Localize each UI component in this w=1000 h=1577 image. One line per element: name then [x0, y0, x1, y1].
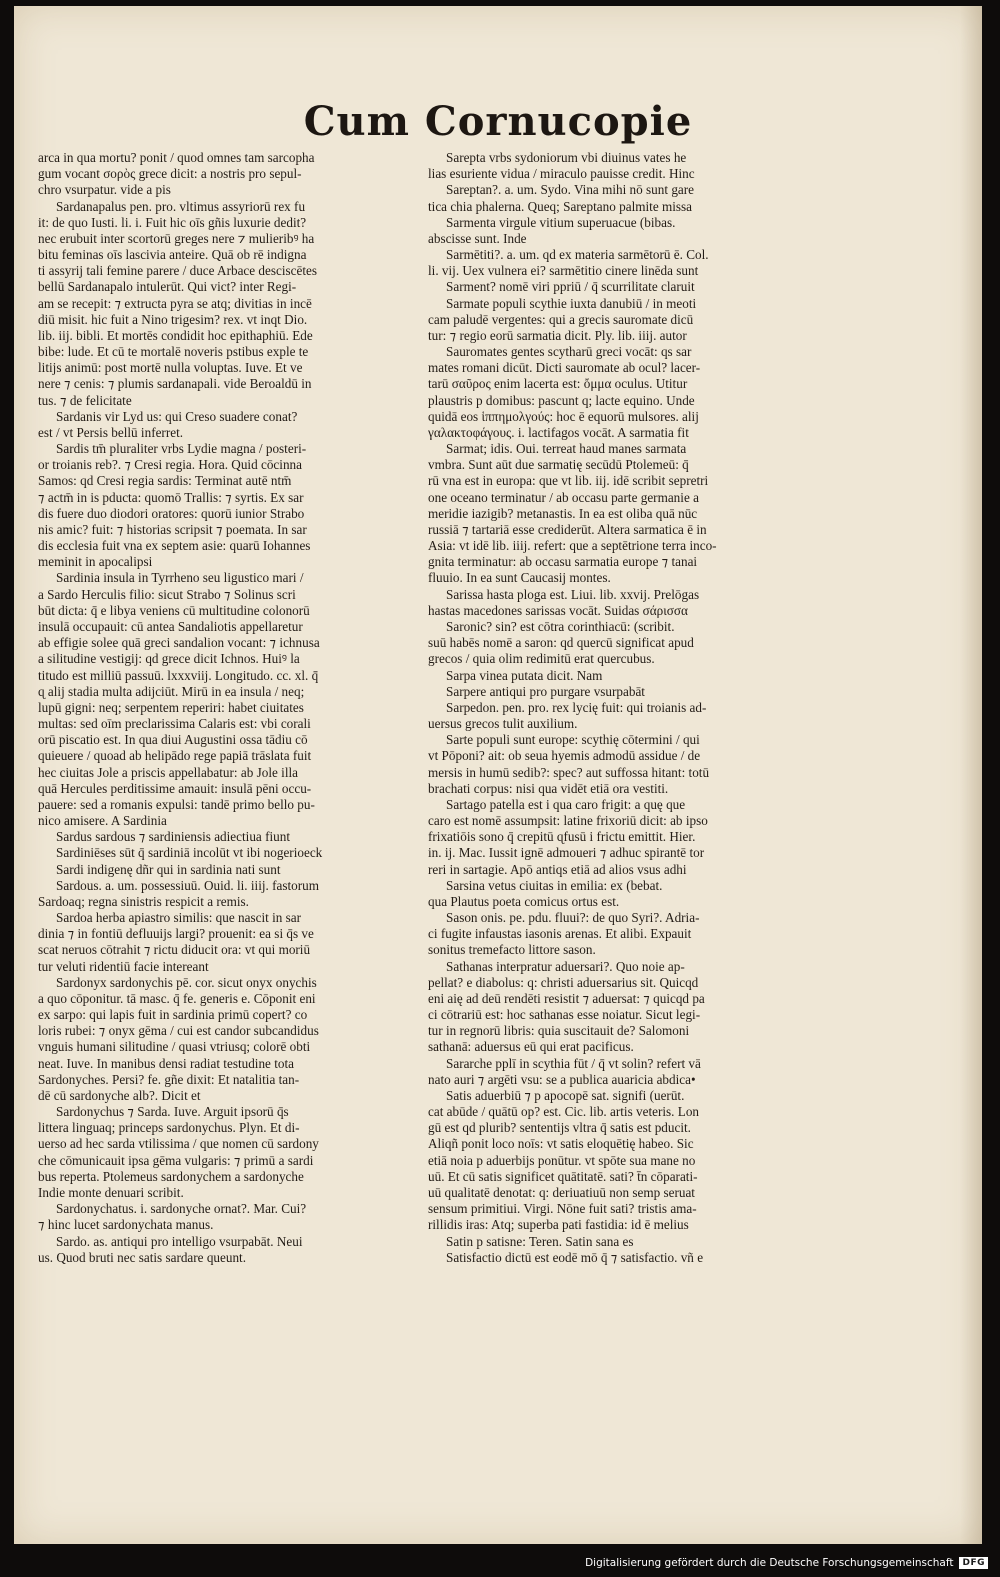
text-line: lupū gigni: neq; serpentem reperiri: habet ciuitates	[38, 699, 304, 715]
text-line: ab effigie solee quā greci sandalion vocant: ⁊ ichnusa	[38, 635, 320, 651]
text-line: vt Pōponi? ait: ob seua hyemis admodū assidue / de	[428, 748, 701, 764]
text-line: pauere: sed a romanis expulsi: tandē primo bello pu-	[38, 796, 315, 812]
text-line: ci cōtrariū est: hoc sathanas esse noiatur. Sicut legi-	[428, 1007, 701, 1023]
text-line: lias esuriente vidua / miraculo pauisse credit. Hinc	[428, 166, 695, 182]
text-line: quieuere / quoad ab helipādo rege papiā trāslata fuit	[38, 748, 312, 764]
text-line: insulā occupauit: cū antea Sandaliotis appellaretur	[38, 618, 303, 634]
text-line: tur veluti ridentiū facie intereant	[38, 958, 209, 974]
text-line: ⁊ actm̄ in is pducta: quomō Trallis: ⁊ syrtis. Ex sar	[38, 489, 304, 505]
text-line: pellat? e diabolus: q: christi aduersarius sit. Quicqd	[428, 974, 699, 990]
text-line: tus. ⁊ de felicitate	[38, 392, 132, 408]
text-line: lib. iij. bibli. Et mortēs condidit hoc epithaphiū. Ede	[38, 327, 313, 343]
text-line: diū misit. hic fuit a Nino trigesim? rex. vt inqt Dio.	[38, 311, 308, 327]
text-line: Sarmat; idis. Oui. terreat haud manes sarmata	[446, 441, 687, 457]
text-line: Sardoa herba apiastro similis: que nascit in sar	[56, 910, 302, 926]
text-line: Sarmenta virgule vitium superuacue (bibas.	[446, 214, 676, 230]
text-line: tica chia phalerna. Queq; Sareptano palmite missa	[428, 198, 693, 214]
text-line: Sarmētiti?. a. um. qd ex materia sarmētorū ē. Col.	[446, 247, 709, 263]
text-line: Sarsina vetus ciuitas in emilia: ex (bebat.	[446, 877, 663, 893]
text-line: orū piscatio est. In qua diui Augustini ossa tādiu cō	[38, 732, 308, 748]
text-line: russiā ⁊ tartariā esse crediderūt. Altera sarmatica ē in	[428, 521, 707, 537]
text-line: che cōmunicauit ipsa gēma vulgaris: ⁊ primū a sardi	[38, 1152, 314, 1168]
text-line: nato auri ⁊ argēti vsu: se a publica auaricia abdica•	[428, 1071, 696, 1087]
text-line: Sardinia insula in Tyrrheno seu ligustico mari /	[56, 570, 304, 586]
text-line: nis amic? fuit: ⁊ historias scripsit ⁊ poemata. In sar	[38, 521, 307, 537]
right-text-column	[428, 150, 796, 1266]
text-line: gnita terminatur: ab occasu sarmatia europe ⁊ tanai	[428, 554, 698, 570]
text-line: Sarpa vinea putata dicit. Nam	[446, 667, 603, 683]
text-line: uū. Et cū satis significet quātitatē. sati? t̄n cōparati-	[428, 1168, 698, 1184]
text-line: neat. Iuve. In manibus densi radiat testudine tota	[38, 1055, 294, 1071]
text-line: Sardi indigenę dñr qui in sardinia nati sunt	[56, 861, 281, 877]
text-line: or troianis reb?. ⁊ Cresi regia. Hora. Quid cōcinna	[38, 457, 302, 473]
text-line: frixatiōis sono q̄ crepitū ɋfusū i frictu emittit. Hier.	[428, 829, 696, 845]
text-line: Satisfactio dictū est eodē mō q̄ ⁊ satisfactio. vñ e	[446, 1249, 704, 1265]
text-line: ci fugite infaustas iasonis arenas. Et alibi. Expauit	[428, 926, 692, 942]
text-line: Saronic? sin? est cōtra corinthiacū: (scribit.	[446, 618, 675, 634]
text-line: quidā eos ἱππημολγούς: hoc ē equorū mulsores. alij	[428, 408, 699, 424]
running-head: Cum Cornucopie	[303, 98, 693, 145]
left-text-column	[38, 150, 406, 1266]
text-line: plaustris p domibus: pascunt q; lacte equino. Unde	[428, 392, 695, 408]
text-line: meminit in apocalipsi	[38, 554, 153, 570]
text-line: Sarepta vrbs sydoniorum vbi diuinus vates he	[446, 150, 687, 165]
text-line: tur in regnorū libris: quia suscitauit de? Salomoni	[428, 1023, 690, 1039]
text-line: mersis in humū sedib?: spec? aut suffossa hitant: totū	[428, 764, 710, 780]
text-line: multas: sed oīm preclarissima Calaris est: vbi corali	[38, 716, 311, 732]
text-line: in. ij. Mac. Iussit ignē admoueri ⁊ adhuc spirantē tor	[428, 845, 705, 861]
text-line: Sarpere antiqui pro purgare vsurpabāt	[446, 683, 645, 699]
text-line: Sardo. as. antiqui pro intelligo vsurpabāt. Neui	[56, 1233, 303, 1249]
text-line: meridie iazigib? metanastis. In ea est oliba quā nūc	[428, 505, 698, 521]
text-line: tur: ⁊ regio eorū sarmatia dicit. Ply. lib. iiij. autor	[428, 327, 687, 343]
dfg-logo: DFG	[959, 1557, 988, 1569]
text-line: Sardiniēses sūt q̄ sardiniā incolūt vt ibi nogerioeck	[56, 845, 323, 861]
text-line: Satis aduerbiū ⁊ p apocopē sat. signifi (uerūt.	[446, 1087, 685, 1103]
text-line: vmbra. Sunt aūt due sarmatię secūdū Ptolemeū: q̄	[428, 457, 689, 473]
text-line: būt dicta: q̄ e libya veniens cū multitudine colonorū	[38, 602, 310, 618]
text-line: gum vocant σορὸς grece dicit: a nostris pro sepul-	[38, 166, 302, 182]
text-line: Sarpedon. pen. pro. rex lycię fuit: qui troianis ad-	[446, 699, 707, 715]
text-line: bellū Sardanapalo intulerūt. Qui vict? inter Regi-	[38, 279, 297, 295]
text-line: dē cū sardonyche alb?. Dicit et	[38, 1087, 201, 1103]
text-line: Sason onis. pe. pdu. fluui?: de quo Syri?. Adria-	[446, 910, 700, 926]
text-line: rū vna est in europa: que vt lib. iij. idē scribit sepretri	[428, 473, 709, 489]
text-line: abscisse sunt. Inde	[428, 230, 527, 246]
text-line: bus reperta. Ptolemeus sardonychem a sardonyche	[38, 1168, 304, 1184]
text-line: Sardonyx sardonychis pē. cor. sicut onyx onychis	[56, 974, 317, 990]
text-line: ⁊ hinc lucet sardonychata manus.	[38, 1217, 214, 1233]
text-line: Sardis tm̄ pluraliter vrbs Lydie magna / posteri-	[56, 441, 307, 457]
text-line: sensum primitiui. Virgi. Nōne fuit sati? tristis ama-	[428, 1201, 697, 1217]
text-line: quā Hercules perditissime amauit: insulā pēni occu-	[38, 780, 312, 796]
text-line: Sardus sardous ⁊ sardiniensis adiectiua fiunt	[56, 829, 290, 845]
text-line: Sathanas interpratur aduersari?. Quo noie ap-	[446, 958, 685, 974]
text-line: tarū σαῦρος enim lacerta est: ὄμμα oculus. Utitur	[428, 376, 688, 392]
text-line: caro est nomē assumpsit: latine frixoriū dicit: ab ipso	[428, 813, 708, 829]
text-line: etiā noia p aduerbijs ponūtur. vt spōte sua mane no	[428, 1152, 696, 1168]
text-line: Sararche pplī in scythia fūt / q̄ vt solin? refert vā	[446, 1055, 701, 1071]
text-line: Asia: vt idē lib. iiij. refert: que a septētrione terra inco-	[428, 538, 717, 554]
text-line: Sartago patella est i qua caro frigit: a quę que	[446, 796, 686, 812]
text-line: Sardonyches. Persi? fe. gñe dixit: Et natalitia tan-	[38, 1071, 300, 1087]
text-line: a Sardo Herculis filio: sicut Strabo ⁊ Solinus scri	[38, 586, 296, 602]
text-line: a silitudine vestigij: qd grece dicit Ichnos. Huiꝰ la	[38, 651, 300, 667]
text-line: Sardanis vir Lyd us: qui Creso suadere conat?	[56, 408, 298, 424]
text-line: am se recepit: ⁊ extructa pyra se atq; divitias in incē	[38, 295, 312, 311]
text-line: dinia ⁊ in fontiū defluuijs largi? prouenit: ea si q̄s ve	[38, 926, 314, 942]
text-line: Sarmate populi scythie iuxta danubiū / in meoti	[446, 295, 697, 311]
text-line: Sarment? nomē viri ppriū / q̄ scurrilitate claruit	[446, 279, 695, 295]
text-line: cat abūde / quātū op? est. Cic. lib. artis veteris. Lon	[428, 1104, 700, 1120]
text-line: titudo est milliū passuū. lxxxviij. Longitudo. cc. xl. q̄̄	[38, 667, 319, 683]
text-line: nec erubuit inter scortorū greges nere ⁊ mulieribꝰ ha	[38, 230, 315, 246]
book-page	[14, 6, 982, 1544]
text-line: eni aię ad deū rendēti resistit ⁊ aduersat: ⁊ quicqd pa	[428, 990, 705, 1006]
text-line: Satin p satisne: Teren. Satin sana es	[446, 1233, 634, 1249]
text-line: sathanā: aduersus eū qui erat pacificus.	[428, 1039, 634, 1055]
text-line: loris rubei: ⁊ onyx gēma / cui est candor subcandidus	[38, 1023, 319, 1039]
text-line: ti assyrij tali femine parere / duce Arbace desciscētes	[38, 263, 318, 279]
text-line: brachati corpus: nisi qua vidēt etiā ora vestiti.	[428, 780, 669, 796]
text-line: rillidis iras: Atq; superba pati fastidia: id ē melius	[428, 1217, 689, 1233]
text-line: nico amisere. A Sardinia	[38, 813, 167, 829]
text-line: Sarissa hasta ploga est. Liui. lib. xxvij. Prelōgas	[446, 586, 700, 602]
text-line: est / vt Persis bellū inferret.	[38, 424, 184, 440]
text-line: gū est qd plurib? sententijs vltra q̄ satis est pducit.	[428, 1120, 691, 1136]
text-line: nere ⁊ cenis: ⁊ plumis sardanapali. vide Beroaldū in	[38, 376, 312, 392]
text-line: Sardanapalus pen. pro. vltimus assyriorū rex fu	[56, 198, 306, 214]
text-line: fluuio. In ea sunt Caucasij montes.	[428, 570, 611, 586]
text-line: ex sarpo: qui lapis fuit in sardinia primū copert? co	[38, 1007, 308, 1023]
text-line: uerso ad hec sarda vtilissima / que nomen cū sardony	[38, 1136, 319, 1152]
text-line: uersus grecos tulit auxilium.	[428, 716, 578, 732]
text-line: us. Quod bruti nec satis sardare queunt.	[38, 1249, 247, 1265]
text-line: Sardonychus ⁊ Sarda. Iuve. Arguit ipsorū q̄s	[56, 1104, 289, 1120]
text-line: a quo cōponitur. tā masc. q̄ fe. generis e. Cōponit eni	[38, 990, 316, 1006]
text-line: li. vij. Uex vulnera ei? sarmētitio cinere linēda sunt	[428, 263, 699, 279]
text-line: Sarte populi sunt europe: scythię cōtermini / qui	[446, 732, 700, 748]
text-line: Sauromates gentes scytharū greci vocāt: qs sar	[446, 344, 692, 360]
text-line: cam paludē vergentes: qui a grecis sauromate dicū	[428, 311, 694, 327]
text-line: Aliqñ ponit loco noīs: vt satis eloquētię habeo. Sic	[428, 1136, 694, 1152]
text-line: uū qualitatē denotat: q: deriuatiuū non semp seruat	[428, 1185, 695, 1200]
text-line: Indie monte denuari scribit.	[38, 1185, 184, 1200]
text-line: Samos: qd Cresi regia sardis: Terminat autē ntm̄	[38, 473, 292, 489]
text-line: Sardonychatus. i. sardonyche ornat?. Mar. Cui?	[56, 1201, 307, 1217]
text-line: scat neruos cōtrahit ⁊ rictu diducit ora: vt qui moriū	[38, 942, 311, 958]
text-line: it: de quo Iusti. li. i. Fuit hic oīs gñis luxurie dedit?	[38, 214, 307, 230]
text-line: Sardoaq; regna sinistris respicit a remis.	[38, 893, 249, 909]
text-line: bibe: lude. Et cū te mortalē noveris pstibus exple te	[38, 344, 309, 360]
text-line: qua Plautus poeta comicus ortus est.	[428, 893, 620, 909]
text-line: Sareptan?. a. um. Sydo. Vina mihi nō sunt gare	[446, 182, 695, 198]
text-line: hec ciuitas Jole a priscis appellabatur: ab Jole illa	[38, 764, 298, 780]
text-line: littera linguaq; princeps sardonychus. Plyn. Et di-	[38, 1120, 300, 1136]
text-line: Sardous. a. um. possessiuū. Ouid. li. iiij. fastorum	[56, 877, 320, 893]
text-line: hastas macedones sarissas vocāt. Suidas σάρισσα	[428, 602, 688, 618]
text-line: ɋ alij stadia multa adijciūt. Mirū in ea insula / neq;	[38, 683, 305, 699]
page-edge-shading	[960, 6, 982, 1544]
text-line: γαλακτοφάγους. i. lactifagos vocāt. A sarmatia fit	[428, 424, 689, 440]
text-line: dis fuere duo diodori oratores: quorū iunior Strabo	[38, 505, 305, 521]
text-line: litijs animū: post mortē nulla voluptas. Iuve. Et ve	[38, 360, 303, 376]
text-line: grecos / quia olim redimitū erat quercubus.	[428, 651, 655, 667]
text-line: arca in qua mortu? ponit / quod omnes tam sarcopha	[38, 150, 315, 165]
digitization-credit	[585, 1557, 988, 1569]
credit-text: Digitalisierung gefördert durch die Deutsche Forschungsgemeinschaft	[585, 1557, 954, 1569]
text-line: mates romani dicūt. Dicti sauromate ab ocul? lacer-	[428, 360, 701, 376]
text-line: bitu feminas oīs lascivia anteire. Quā ob rē indigna	[38, 247, 307, 263]
text-line: sonitus tremefacto littore sason.	[428, 942, 596, 958]
text-line: vnguis humani silitudine / quasi vtriusq; colorē obti	[38, 1039, 311, 1055]
text-line: dis ecclesia fuit vna ex septem asie: quarū Iohannes	[38, 538, 311, 554]
text-line: suū habēs nomē a saron: qd quercū significat apud	[428, 635, 694, 651]
text-line: reri in sartagie. Apō antiqs etiā ad alios vsus adhi	[428, 861, 687, 877]
text-line: chro vsurpatur. vide a pis	[38, 182, 171, 198]
text-line: one oceano terminatur / ab occasu parte germanie a	[428, 489, 699, 505]
